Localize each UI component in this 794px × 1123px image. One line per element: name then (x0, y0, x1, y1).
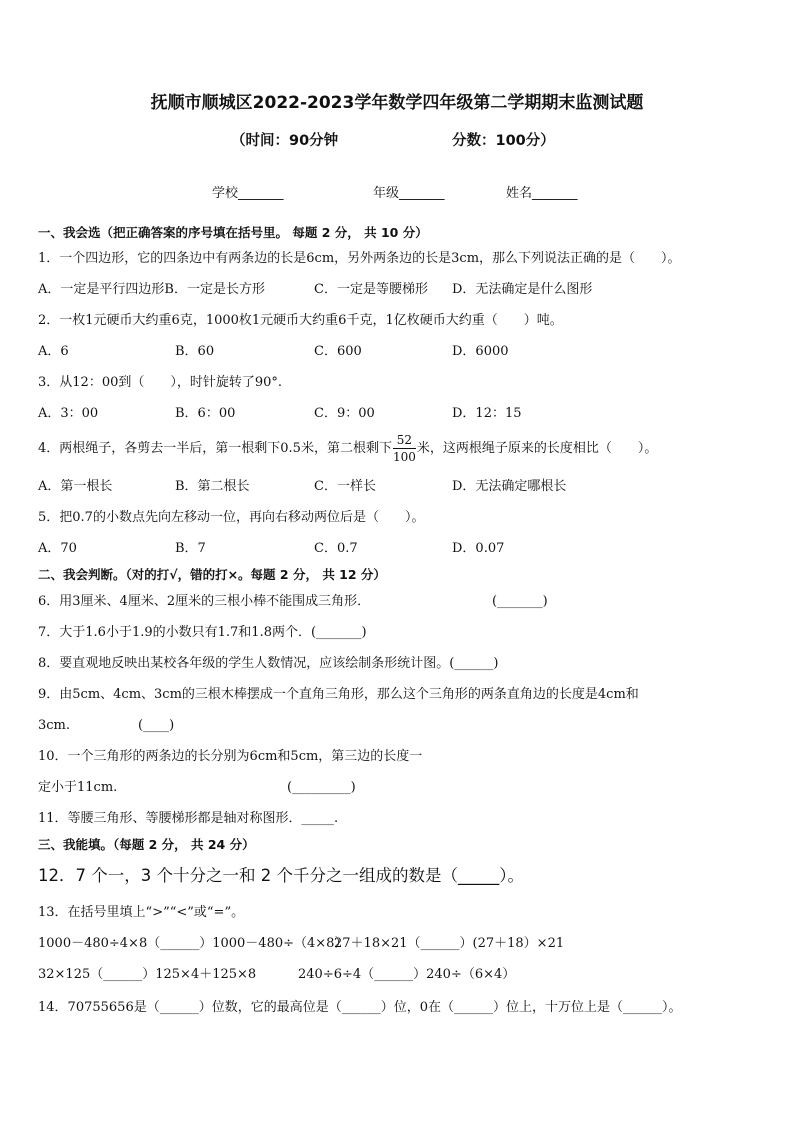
q2-option-c: C．600 (314, 344, 362, 359)
q10-answer-blank: (_________) (287, 780, 356, 795)
q3-option-d: D．12：15 (452, 406, 522, 421)
q1-option-d: D．无法确定是什么图形 (452, 282, 593, 297)
q5-option-d: D．0.07 (452, 541, 505, 556)
question-1: 1．一个四边形，它的四条边中有两条边的长是6cm，另外两条边的长是3cm，那么下列说法正确的是（ ）。 (38, 251, 681, 266)
q4-option-b: B．第二根长 (175, 479, 250, 494)
name-field: 姓名_______ (506, 186, 578, 201)
question-4 (38, 432, 657, 465)
exam-time: （时间：90分钟 (231, 133, 339, 149)
q2-option-d: D．6000 (452, 344, 509, 359)
question-7: 7．大于1.6小于1.9的小数只有1.7和1.8两个．(_______) (38, 625, 367, 640)
q2-option-a: A．6 (38, 344, 69, 359)
question-10: 10．一个三角形的两条边的长分别为6cm和5cm，第三边的长度一 (38, 749, 423, 764)
q3-option-b: B．6：00 (175, 406, 236, 421)
q6-answer-blank: (_______) (492, 594, 548, 609)
section3-heading: 三、我能填。（每题 2 分， 共 24 分） (38, 837, 255, 852)
question-10-cont: 定小于11cm. (38, 780, 118, 795)
q5-option-b: B．7 (175, 541, 206, 556)
q1-option-c: C．一定是等腰梯形 (314, 282, 428, 297)
q5-option-c: C．0.7 (314, 541, 358, 556)
q4-option-a: A．第一根长 (38, 479, 113, 494)
section1-heading: 一、我会选（把正确答案的序号填在括号里。 每题 2 分， 共 10 分） (38, 225, 428, 240)
question-6: 6．用3厘米、4厘米、2厘米的三根小棒不能围成三角形． (38, 594, 371, 609)
question-12: 12．7 个一，3 个十分之一和 2 个千分之一组成的数是（_____）。 (38, 866, 524, 885)
q9-answer-blank: (____) (138, 718, 175, 733)
question-5: 5．把0.7的小数点先向左移动一位，再向右移动两位后是（ ）。 (38, 510, 425, 525)
q4-option-c: C．一样长 (314, 479, 376, 494)
section2-heading: 二、我会判断。（对的打√，错的打×。每题 2 分， 共 12 分） (38, 567, 386, 582)
q13-compare-3: 32×125（______）125×4＋125×8 (38, 967, 257, 982)
q4-numerator: 52 (393, 432, 416, 449)
question-9: 9．由5cm、4cm、3cm的三根木棒摆成一个直角三角形，那么这个三角形的两条直角边的长度是4cm和 (38, 687, 639, 702)
q5-option-a: A．70 (38, 541, 77, 556)
q3-option-c: C．9：00 (314, 406, 375, 421)
q4-denominator: 100 (392, 450, 416, 464)
q2-option-b: B．60 (175, 344, 215, 359)
q13-compare-2: 27＋18×21（______）(27＋18）×21 (334, 936, 565, 951)
q4-text-after: 米，这两根绳子原来的长度相比（ ）。 (416, 441, 658, 456)
q4-option-d: D．无法确定哪根长 (452, 479, 567, 494)
question-9-cont: 3cm. (38, 718, 71, 733)
question-3: 3．从12：00到（ ），时针旋转了90°. (38, 375, 283, 390)
question-14: 14．70755656是（______）位数，它的最高位是（______）位，0在（______）位上，十万位上是（______）。 (38, 1000, 682, 1015)
grade-field: 年级_______ (373, 186, 445, 201)
question-8: 8．要直观地反映出某校各年级的学生人数情况，应该绘制条形统计图。(______) (38, 656, 499, 671)
q1-option-ab: A．一定是平行四边形B．一定是长方形 (38, 282, 265, 297)
question-2: 2．一枚1元硬币大约重6克，1000枚1元硬币大约重6千克，1亿枚硬币大约重（ ）吨。 (38, 313, 563, 328)
q13-compare-4: 240÷6÷4（______）240÷（6×4） (298, 967, 516, 982)
q4-text-before: 4．两根绳子，各剪去一半后，第一根剩下0.5米，第二根剩下 (38, 441, 392, 456)
question-11: 11．等腰三角形、等腰梯形都是轴对称图形．_____. (38, 811, 339, 826)
exam-title: 抚顺市顺城区2022-2023学年数学四年级第二学期期末监测试题 (150, 93, 644, 113)
q4-fraction (393, 432, 416, 465)
question-13: 13．在括号里填上“>”“<”或“=”。 (38, 905, 245, 920)
q3-option-a: A．3：00 (38, 406, 99, 421)
q13-compare-1: 1000－480÷4×8（______）1000－480÷（4×8） (38, 936, 348, 951)
school-field: 学校_______ (212, 186, 284, 201)
exam-score: 分数：100分） (452, 133, 555, 149)
